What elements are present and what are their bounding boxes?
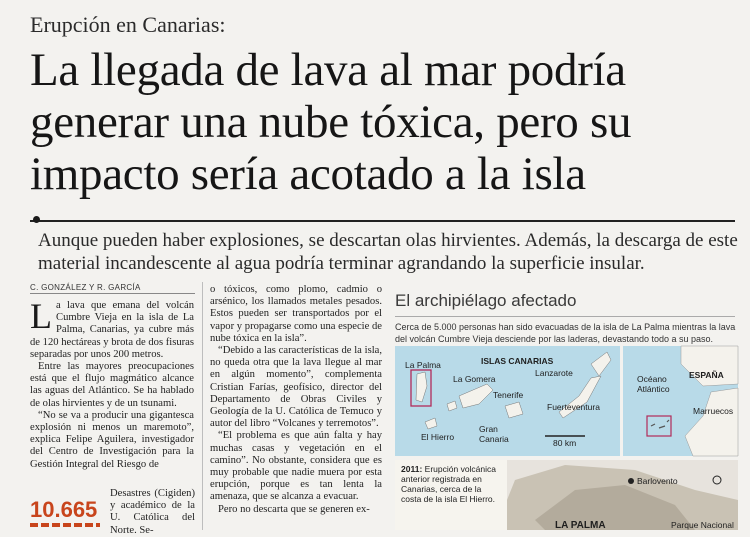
label-oceano: Océano Atlántico	[637, 374, 670, 394]
kicker: Erupción en Canarias:	[30, 12, 226, 37]
label-lanzarote: Lanzarote	[535, 368, 573, 378]
label-scale: 80 km	[553, 438, 577, 448]
label-marruecos: Marruecos	[693, 406, 734, 416]
label-espana: ESPAÑA	[689, 370, 724, 380]
deck-subtitle: Aunque pueden haber explosiones, se descartan olas hirvientes. Además, la descarga de este material incandescente al agua podría terminar agrandando la superficie insular.	[38, 230, 738, 274]
locator-marker	[713, 476, 721, 484]
article-column-1	[30, 296, 194, 471]
label-tenerife: Tenerife	[493, 390, 524, 400]
label-la-palma-caps: LA PALMA	[555, 520, 606, 531]
canary-islands-map	[395, 346, 620, 456]
drop-cap: L	[30, 296, 52, 336]
paragraph-text: a lava que emana del volcán Cumbre Vieja en la isla de La Palma, Canarias, ya cubre más de 120 hectáreas y brota de dos fisuras separadas por unos 200 metros.	[30, 300, 194, 360]
paragraph: “El problema es que aún falta y hay muchas casas y vegetación en el camino”. No obstante, considera que es muy probable que nadie muera por esta erupción, porque es tan lenta la amenaza, que se alcanza a evacuar.	[210, 430, 382, 503]
lanzarote-island	[591, 352, 611, 376]
la-gomera-island	[447, 401, 457, 411]
label-la-palma: La Palma	[405, 360, 441, 370]
paragraph	[30, 296, 194, 361]
paragraph: “Debido a las características de la isla, no queda otra que la lava llegue al mar en algún momento”, complementa Cristian Farías, geofísico, director del Departamento de Obras Civiles y Geología de la U. Católica de Temuco y autor del libro “Volcanes y terremotos”.	[210, 345, 382, 430]
headline-bullet	[33, 216, 40, 223]
infographic-description: Cerca de 5.000 personas han sido evacuadas de la isla de La Palma mientras la lava del volcán Cumbre Vieja desciende por las laderas, devastando todo a su paso.	[395, 322, 736, 344]
locator-map-shapes	[623, 346, 738, 456]
canarias-highlight	[647, 416, 671, 436]
stat-figure: 10.665	[30, 497, 98, 522]
label-parque-nacional: Parque Nacional	[671, 520, 734, 530]
column-divider	[202, 282, 203, 530]
callout-year: 2011:	[401, 464, 423, 474]
label-fuerteventura: Fuerteventura	[547, 402, 600, 412]
locator-map	[623, 346, 738, 456]
infographic-title: El archipiélago afectado	[395, 291, 577, 310]
label-gran-canaria: Gran Canaria	[479, 424, 509, 444]
la-palma-island	[416, 372, 427, 402]
paragraph: Pero no descarta que se generen ex-	[218, 503, 370, 515]
gran-canaria-island	[505, 402, 523, 418]
label-la-gomera: La Gomera	[453, 374, 496, 384]
paragraph: Entre las mayores preocupaciones está que el flujo magmático alcance las aguas del Atlántico. Se ha hablado de olas hirvientes y de un tsunami.	[30, 361, 194, 409]
label-el-hierro: El Hierro	[421, 432, 455, 442]
africa-land	[685, 388, 738, 456]
canarias-mini	[651, 420, 669, 428]
byline: C. GONZÁLEZ Y R. GARCÍA	[30, 283, 141, 292]
paragraph: “No se va a producir una gigantesca explosión ni menos un maremoto”, explica Felipe Aguilera, investigador del Centro de Investigación para la Gestión Integral del Riesgo de	[30, 409, 194, 470]
infographic-rule	[395, 316, 735, 317]
headline-rule	[30, 220, 735, 222]
el-hierro-island	[425, 418, 437, 429]
byline-rule	[30, 293, 195, 294]
callout-text: Erupción volcánica anterior registrada en Canarias, cerca de la costa de la isla El Hierro.	[401, 464, 497, 504]
barlovento-marker	[628, 478, 634, 484]
article-column-2	[210, 284, 382, 516]
article-column-1-continued: Desastres (Cigiden) y académico de la U. Católica del Norte. Se-	[110, 488, 195, 536]
callout-2011	[395, 460, 507, 530]
label-islas-canarias: ISLAS CANARIAS	[481, 356, 554, 366]
tenerife-island	[459, 384, 493, 408]
paragraph: o tóxicos, como plomo, cadmio o arsénico, los llamados metales pesados. Estos pueden ser transportados por el vapor y propagarse como una especie de nube tóxica en la isla”.	[210, 284, 382, 344]
iberia-land	[681, 346, 738, 386]
label-barlovento: Barlovento	[637, 476, 678, 486]
la-palma-detail-map	[395, 460, 738, 530]
headline: La llegada de lava al mar podría generar una nube tóxica, pero su impacto sería acotado a la isla	[30, 44, 632, 200]
stat-underline	[30, 523, 100, 527]
